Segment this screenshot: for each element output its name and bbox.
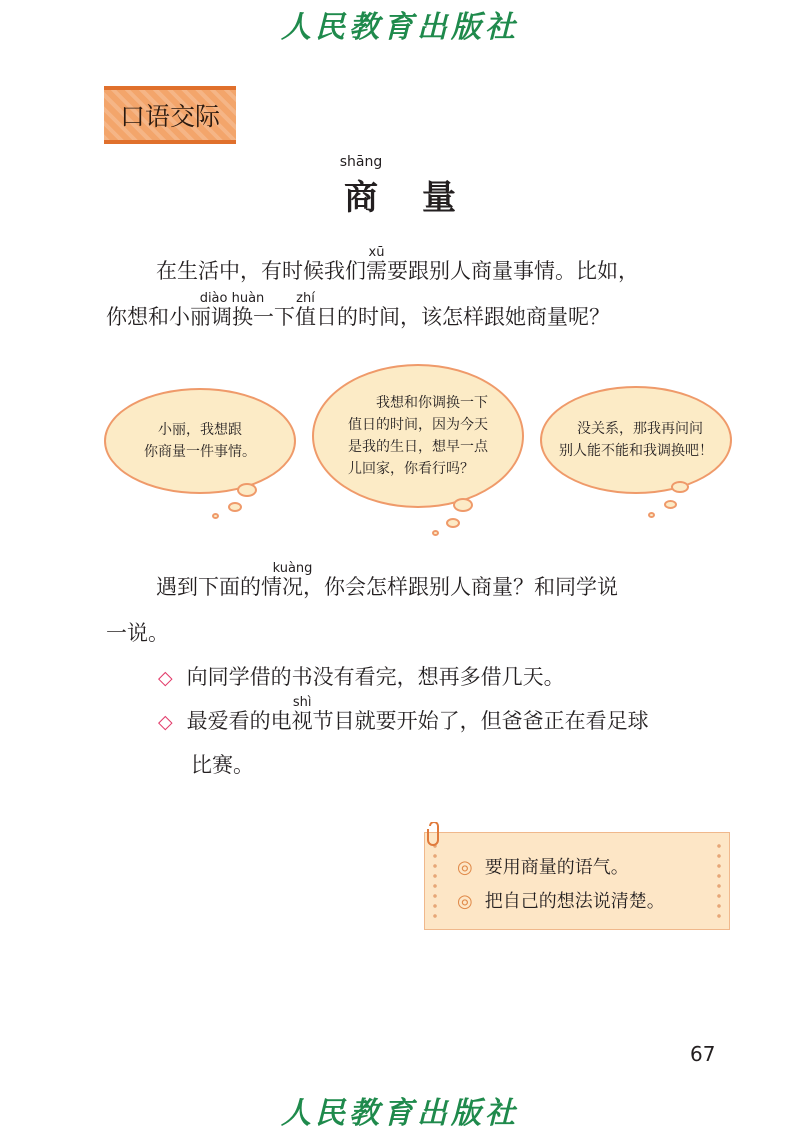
thought-dot [446, 518, 460, 528]
prompt-line-2: 一说。 [106, 621, 169, 645]
title-char-liang: 量 [422, 178, 456, 218]
thought-dot [432, 530, 439, 536]
pinyin-zhi: zhí [296, 291, 315, 306]
section-tag [104, 86, 236, 144]
intro-line-1: 在生活中，有时候我们 xū 需要跟别人商量事情。比如， [156, 248, 639, 294]
page-number: 67 [690, 1042, 716, 1066]
thought-dot [453, 498, 473, 512]
title-char-shang: shāng 商 [339, 154, 383, 218]
pinyin-xu: xū [368, 245, 385, 260]
section-tag-label: 口语交际 [119, 102, 220, 131]
page-title [0, 154, 800, 219]
diamond-bullet-icon: ◇ [158, 667, 173, 689]
publisher-footer: 人民教育出版社 [281, 1096, 519, 1131]
speech-bubble-2: 我想和你调换一下 值日的时间，因为今天 是我的生日，想早一点 儿回家，你看行吗？ [312, 364, 524, 508]
note-holes-left [431, 841, 439, 921]
diamond-bullet-icon: ◇ [158, 711, 173, 733]
publisher-header: 人民教育出版社 [281, 10, 519, 45]
double-circle-bullet-icon: ◎ [457, 857, 473, 878]
thought-dot [237, 483, 257, 497]
tip-item-2: ◎ 把自己的想法说清楚。 [457, 891, 665, 912]
thought-dot [228, 502, 242, 512]
tip-item-1: ◎ 要用商量的语气。 [457, 857, 629, 878]
pinyin-shi: shì [292, 695, 312, 710]
thought-dot [212, 513, 219, 519]
thought-dot [664, 500, 677, 509]
note-holes-right [715, 841, 723, 921]
speech-bubble-1: 小丽，我想跟 你商量一件事情。 [104, 388, 296, 494]
speech-bubble-3: 没关系，那我再问问 别人能不能和我调换吧！ [540, 386, 732, 494]
pinyin-diaohuan: diào huàn [199, 291, 265, 306]
thought-dot [648, 512, 655, 518]
thought-dot [671, 481, 689, 493]
list-item-1: ◇ 向同学借的书没有看完，想再多借几天。 [158, 665, 565, 689]
prompt-line-1: 遇到下面的情 kuàng 况，你会怎样跟别人商量？和同学说 [156, 564, 618, 610]
paperclip-icon [424, 822, 446, 852]
pinyin-kuang: kuàng [272, 561, 313, 576]
title-pinyin: shāng [339, 154, 383, 170]
tip-note [424, 832, 730, 930]
list-item-2: ◇ 最爱看的电 shì 视节目就要开始了，但爸爸正在看足球 [158, 698, 649, 745]
intro-line-2: 你想和小丽 diào huàn 调换一下 zhí 值日的时间，该怎样跟她商量呢？ [106, 294, 610, 340]
list-item-2-cont: 比赛。 [191, 753, 254, 777]
double-circle-bullet-icon: ◎ [457, 891, 473, 912]
